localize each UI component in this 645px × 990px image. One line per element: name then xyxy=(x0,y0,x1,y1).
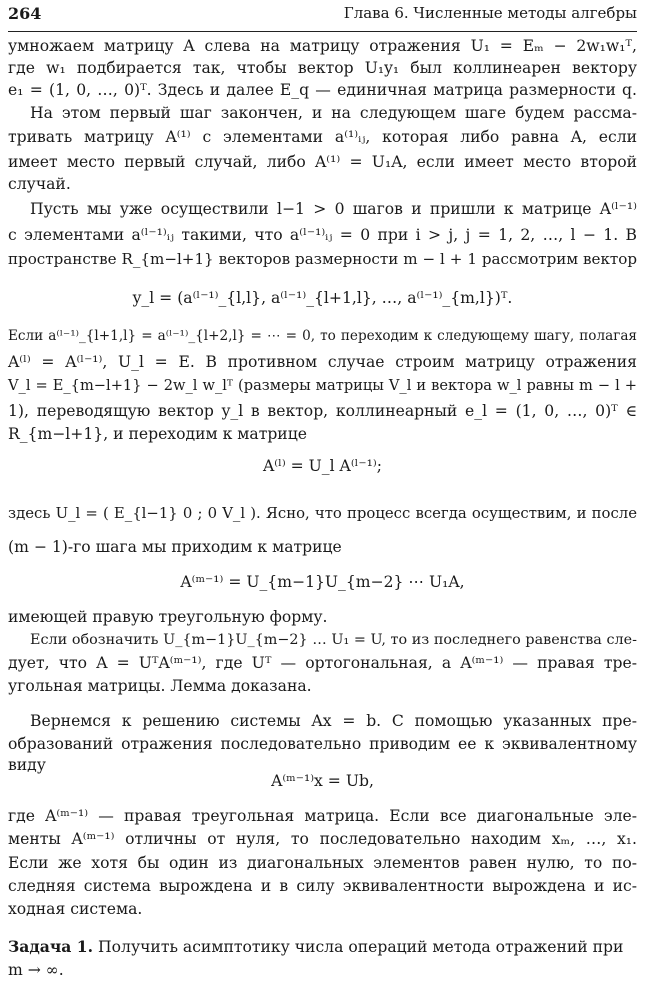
page-header xyxy=(8,4,637,28)
formula-y-l: y_l = (a⁽ˡ⁻¹⁾_{l,l}, a⁽ˡ⁻¹⁾_{l+1,l}, …, a⁽ˡ⁻¹⁾_{m,l})ᵀ. xyxy=(132,289,513,307)
text-line: m → ∞. xyxy=(8,961,64,979)
text-line: случай. xyxy=(8,175,71,193)
text-line: виду xyxy=(8,756,46,774)
text-line: образований отражения последовательно приводим ее к эквивалентному xyxy=(8,735,637,753)
text-line: На этом первый шаг закончен, и на следующем шаге будем рассма- xyxy=(30,104,637,122)
text-line: Если же хотя бы один из диагональных элементов равен нулю, то по- xyxy=(8,854,637,872)
text-line: имеющей правую треугольную форму. xyxy=(8,608,328,626)
task-label: Задача 1. xyxy=(8,937,94,956)
text-line: здесь U_l = ( E_{l−1} 0 ; 0 V_l ). Ясно, что процесс всегда осуществим, и после xyxy=(8,504,637,522)
text-line: Вернемся к решению системы Ax = b. С помощью указанных пре- xyxy=(30,712,637,730)
text-line: следняя система вырождена и в силу эквивалентности вырождена и ис- xyxy=(8,877,637,895)
text-line: V_l = E_{m−l+1} − 2w_l w_lᵀ (размеры матрицы V_l и вектора w_l равны m − l + xyxy=(8,377,637,394)
text-line: угольная матрицы. Лемма доказана. xyxy=(8,677,312,695)
chapter-title: Глава 6. Численные методы алгебры xyxy=(343,4,637,22)
text-line: менты A⁽ᵐ⁻¹⁾ отличны от нуля, то последовательно находим xₘ, …, x₁. xyxy=(8,830,637,848)
text-line: ходная система. xyxy=(8,900,143,918)
page-number: 264 xyxy=(8,4,42,23)
book-page xyxy=(8,0,637,990)
text-line: дует, что A = UᵀA⁽ᵐ⁻¹⁾, где Uᵀ — ортогональная, а A⁽ᵐ⁻¹⁾ — правая тре- xyxy=(8,654,637,672)
text-line: где w₁ подбирается так, чтобы вектор U₁y₁ был коллинеарен вектору xyxy=(8,59,637,77)
formula-a-m-1: A⁽ᵐ⁻¹⁾ = U_{m−1}U_{m−2} ⋯ U₁A, xyxy=(180,573,465,591)
task-line xyxy=(8,937,637,957)
text-line: тривать матрицу A⁽¹⁾ с элементами a⁽¹⁾ᵢⱼ, которая либо равна A, если xyxy=(8,128,637,146)
text-line: e₁ = (1, 0, …, 0)ᵀ. Здесь и далее E_q — единичная матрица размерности q. xyxy=(8,81,637,99)
text-line: где A⁽ᵐ⁻¹⁾ — правая треугольная матрица. Если все диагональные эле- xyxy=(8,807,637,825)
text-line: 1), переводящую вектор y_l в вектор, коллинеарный e_l = (1, 0, …, 0)ᵀ ∈ xyxy=(8,402,637,420)
text-line: с элементами a⁽ˡ⁻¹⁾ᵢⱼ такими, что a⁽ˡ⁻¹⁾ᵢⱼ = 0 при i > j, j = 1, 2, …, l − 1. В xyxy=(8,226,637,244)
header-rule xyxy=(8,31,637,32)
text-line: R_{m−l+1}, и переходим к матрице xyxy=(8,425,307,443)
text-line: (m − 1)-го шага мы приходим к матрице xyxy=(8,538,342,556)
text-line: имеет место первый случай, либо A⁽¹⁾ = U₁A, если имеет место второй xyxy=(8,153,637,171)
task-text: Получить асимптотику числа операций метода отражений при xyxy=(98,938,624,956)
text-line: умножаем матрицу A слева на матрицу отражения U₁ = Eₘ − 2w₁w₁ᵀ, xyxy=(8,37,637,55)
text-line: A⁽ˡ⁾ = A⁽ˡ⁻¹⁾, U_l = E. В противном случае строим матрицу отражения xyxy=(8,353,637,371)
formula-a-l: A⁽ˡ⁾ = U_l A⁽ˡ⁻¹⁾; xyxy=(262,457,382,475)
formula-system: A⁽ᵐ⁻¹⁾x = Ub, xyxy=(271,772,374,790)
text-line: Пусть мы уже осуществили l−1 > 0 шагов и пришли к матрице A⁽ˡ⁻¹⁾ xyxy=(30,200,637,218)
text-line: Если a⁽ˡ⁻¹⁾_{l+1,l} = a⁽ˡ⁻¹⁾_{l+2,l} = ⋯ = 0, то переходим к следующему шагу, полагая xyxy=(8,328,637,344)
text-line: пространстве R_{m−l+1} векторов размерности m − l + 1 рассмотрим вектор xyxy=(8,250,637,268)
text-line: Если обозначить U_{m−1}U_{m−2} … U₁ = U, то из последнего равенства сле- xyxy=(30,632,637,648)
